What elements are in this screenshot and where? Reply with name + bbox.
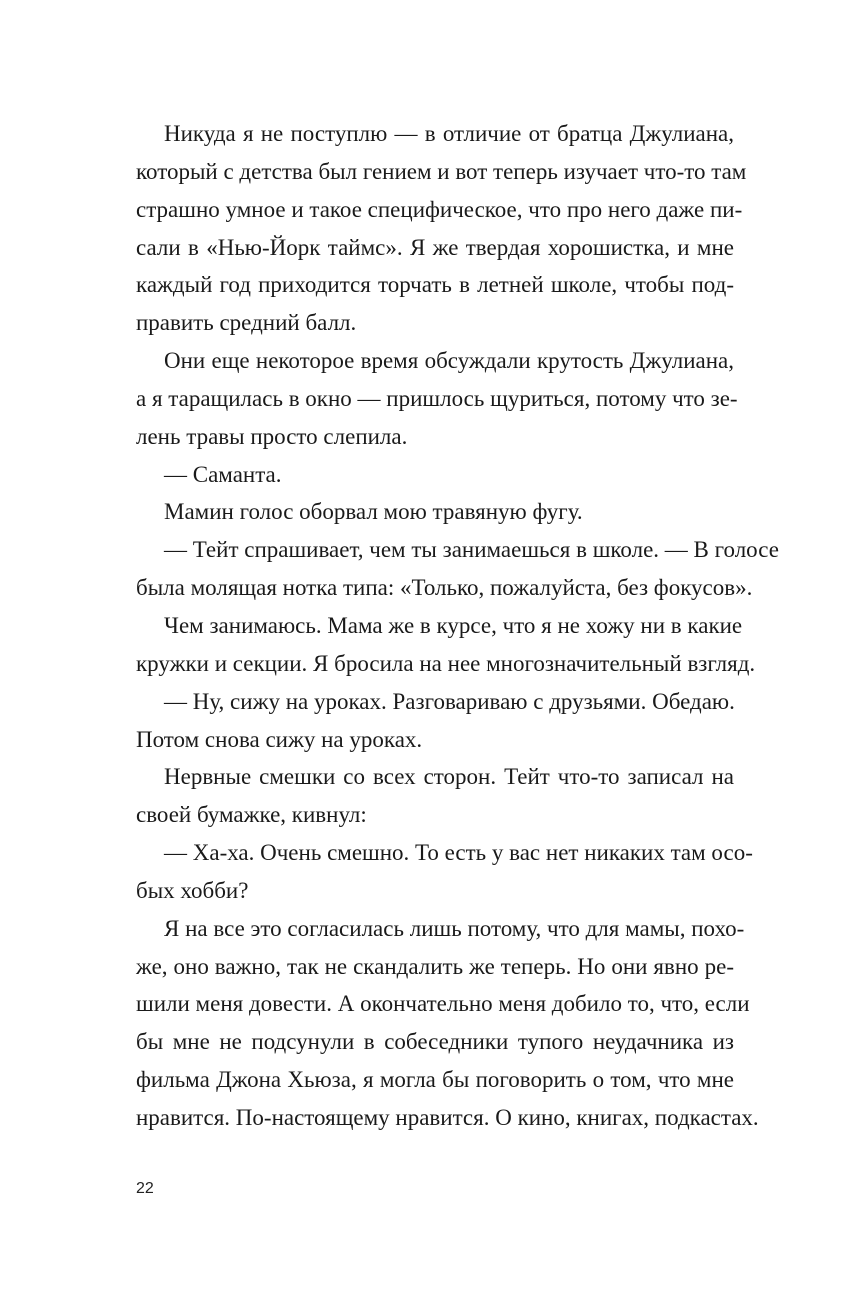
paragraph [136,834,753,910]
paragraph [136,456,734,494]
text-line: Они еще некоторое время обсуждали крутость Джулиана, [164,348,734,374]
paragraph [136,683,734,759]
text-line: нравится. По-настоящему нравится. О кино, книгах, подкастах. [136,1104,759,1130]
text-line: фильма Джона Хьюза, я могла бы поговорить о том, что мне [136,1067,734,1093]
text-line: — Саманта. [164,461,282,487]
paragraph [136,607,756,683]
text-line: лень травы просто слепила. [136,423,408,449]
text-line: сали в «Нью-Йорк таймс». Я же твердая хорошистка, и мне [136,234,734,260]
text-line: страшно умное и такое специфическое, что про него даже пи- [136,196,743,222]
text-line: — Тейт спрашивает, чем ты занимаешься в школе. — В голосе [164,537,779,563]
paragraph [136,910,759,1137]
text-line: Никуда я не поступлю — в отличие от братца Джулиана, [164,121,734,146]
text-line: — Ха-ха. Очень смешно. То есть у вас нет никаких там осо- [164,840,753,866]
paragraph [136,342,738,456]
text-line: каждый год приходится торчать в летней школе, чтобы под- [136,272,734,298]
text-line: править средний балл. [136,310,357,336]
text-line: который с детства был гением и вот теперь изучает что-то там [136,158,747,184]
text-line: а я таращилась в окно — пришлось щуриться, потому что зе- [136,385,738,411]
paragraph [136,115,747,342]
page-body-text [136,115,779,1137]
page-number: 22 [136,1180,154,1197]
text-line: кружки и секции. Я бросила на нее многозначительный взгляд. [136,650,756,676]
text-line: — Ну, сижу на уроках. Разговариваю с друзьями. Обедаю. [164,688,735,714]
text-line: своей бумажке, кивнул: [136,802,367,828]
text-line: Мамин голос оборвал мою травяную фугу. [164,499,583,525]
text-line: шили меня довести. А окончательно меня добило то, что, если [136,991,750,1017]
text-line: была молящая нотка типа: «Только, пожалуйста, без фокусов». [136,575,753,601]
text-line: бых хобби? [136,877,249,903]
paragraph [136,531,779,607]
text-line: Чем занимаюсь. Мама же в курсе, что я не хожу ни в какие [164,612,743,638]
text-line: Потом снова сижу на уроках. [136,726,423,752]
text-line: Я на все это согласилась лишь потому, что для мамы, похо- [164,915,745,941]
text-line: же, оно важно, так не скандалить же теперь. Но они явно ре- [136,953,734,979]
text-line: Нервные смешки со всех сторон. Тейт что-то записал на [164,764,734,790]
paragraph [136,493,734,531]
text-line: бы мне не подсунули в собеседники тупого неудачника из [136,1029,734,1055]
paragraph [136,758,734,834]
